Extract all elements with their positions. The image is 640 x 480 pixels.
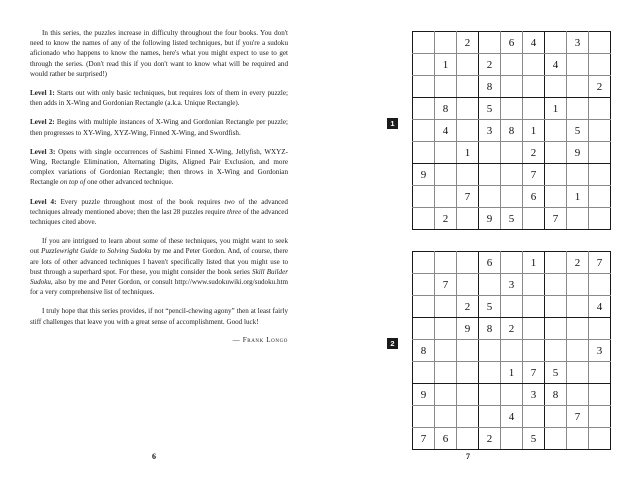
sudoku-row: [413, 252, 611, 274]
sudoku-cell-r6-c8[interactable]: 9: [567, 142, 589, 164]
sudoku-cell-r3-c3[interactable]: [457, 76, 479, 98]
sudoku-cell-r8-c1[interactable]: [413, 406, 435, 428]
sudoku-cell-r1-c3[interactable]: [457, 252, 479, 274]
sudoku-cell-r6-c8[interactable]: [567, 362, 589, 384]
sudoku-cell-r7-c4[interactable]: [479, 164, 501, 186]
sudoku-cell-r5-c4[interactable]: 3: [479, 120, 501, 142]
sudoku-cell-r3-c4[interactable]: 5: [479, 296, 501, 318]
sudoku-cell-r7-c8[interactable]: [567, 384, 589, 406]
author-signature: — Frank Longo: [232, 335, 288, 344]
italic-text: three: [227, 207, 242, 216]
sudoku-cell-r5-c7[interactable]: [545, 120, 567, 142]
sudoku-row: [413, 186, 611, 208]
sudoku-cell-r6-c1[interactable]: [413, 362, 435, 384]
sudoku-cell-r9-c2[interactable]: 2: [435, 208, 457, 230]
sudoku-cell-r5-c1[interactable]: 8: [413, 340, 435, 362]
sudoku-cell-r4-c4[interactable]: 5: [479, 98, 501, 120]
sudoku-cell-r6-c3[interactable]: 1: [457, 142, 479, 164]
sudoku-row: [413, 120, 611, 142]
sudoku-cell-r5-c9[interactable]: 3: [589, 340, 611, 362]
sudoku-cell-r5-c5[interactable]: 8: [501, 120, 523, 142]
level-description-4: Level 4: Every puzzle throughout most of the book requires two of the advanced techniques already mentioned above; then the last 28 puzzles require three of the advanced techniques cited above.: [30, 197, 288, 227]
sudoku-cell-r6-c3[interactable]: [457, 362, 479, 384]
sudoku-cell-r8-c5[interactable]: 4: [501, 406, 523, 428]
sudoku-row: [413, 164, 611, 186]
sudoku-cell-r4-c1[interactable]: [413, 318, 435, 340]
sudoku-cell-r4-c4[interactable]: 8: [479, 318, 501, 340]
sudoku-cell-r7-c9[interactable]: [589, 164, 611, 186]
sudoku-cell-r1-c8[interactable]: 3: [567, 32, 589, 54]
level-label-3: Level 3:: [30, 147, 56, 156]
sudoku-cell-r2-c1[interactable]: [413, 54, 435, 76]
sudoku-cell-r6-c7[interactable]: 5: [545, 362, 567, 384]
sudoku-cell-r8-c8[interactable]: 7: [567, 406, 589, 428]
sudoku-row: [413, 142, 611, 164]
sudoku-cell-r9-c9[interactable]: [589, 428, 611, 450]
sudoku-cell-r5-c8[interactable]: [567, 340, 589, 362]
sudoku-cell-r4-c8[interactable]: [567, 98, 589, 120]
sudoku-cell-r2-c6[interactable]: [523, 54, 545, 76]
sudoku-cell-r5-c4[interactable]: [479, 340, 501, 362]
sudoku-cell-r4-c5[interactable]: 2: [501, 318, 523, 340]
sudoku-cell-r4-c7[interactable]: [545, 318, 567, 340]
sudoku-cell-r8-c7[interactable]: [545, 406, 567, 428]
sudoku-cell-r3-c7[interactable]: [545, 296, 567, 318]
sudoku-cell-r4-c3[interactable]: [457, 98, 479, 120]
sudoku-cell-r8-c3[interactable]: [457, 406, 479, 428]
paragraph-resources: If you are intrigued to learn about some of these techniques, you might want to seek out Puzzlewright Guide to Solving Sudoku by me and Peter Gordon. And, of course, there are lots of other advanced techniques I haven't specifically listed that you might use to bust through a superhard spot. For these, you might consider the book series Skill Builder Sudoku, also by me and Peter Gordon, or consult http://www.sudokuwiki.org/sudoku.htm for a very comprehensive list of techniques.: [30, 237, 288, 297]
sudoku-cell-r4-c3[interactable]: 9: [457, 318, 479, 340]
sudoku-cell-r4-c7[interactable]: 1: [545, 98, 567, 120]
puzzle-2-number: 2: [387, 338, 398, 349]
sudoku-cell-r5-c6[interactable]: [523, 340, 545, 362]
sudoku-cell-r3-c6[interactable]: [523, 76, 545, 98]
sudoku-cell-r2-c3[interactable]: [457, 54, 479, 76]
sudoku-cell-r9-c8[interactable]: [567, 428, 589, 450]
sudoku-cell-r2-c5[interactable]: [501, 54, 523, 76]
sudoku-cell-r1-c6[interactable]: 4: [523, 32, 545, 54]
sudoku-cell-r9-c7[interactable]: 7: [545, 208, 567, 230]
sudoku-cell-r7-c2[interactable]: [435, 164, 457, 186]
italic-text: lots: [204, 89, 215, 98]
sudoku-cell-r1-c5[interactable]: [501, 252, 523, 274]
sudoku-cell-r9-c4[interactable]: 2: [479, 428, 501, 450]
sudoku-cell-r2-c8[interactable]: [567, 54, 589, 76]
sudoku-row: [413, 318, 611, 340]
sudoku-cell-r7-c8[interactable]: [567, 164, 589, 186]
sudoku-cell-r3-c3[interactable]: 2: [457, 296, 479, 318]
sudoku-cell-r5-c3[interactable]: [457, 120, 479, 142]
sudoku-row: [413, 340, 611, 362]
sudoku-cell-r8-c6[interactable]: [523, 406, 545, 428]
sudoku-cell-r6-c2[interactable]: [435, 142, 457, 164]
sudoku-cell-r4-c8[interactable]: [567, 318, 589, 340]
sudoku-cell-r9-c1[interactable]: 7: [413, 428, 435, 450]
sudoku-cell-r7-c6[interactable]: 3: [523, 384, 545, 406]
page-number-left: 6: [152, 452, 156, 461]
sudoku-cell-r7-c2[interactable]: [435, 384, 457, 406]
sudoku-cell-r1-c4[interactable]: [479, 32, 501, 54]
sudoku-row: [413, 406, 611, 428]
sudoku-cell-r1-c8[interactable]: 2: [567, 252, 589, 274]
sudoku-cell-r8-c8[interactable]: 1: [567, 186, 589, 208]
sudoku-cell-r9-c4[interactable]: 9: [479, 208, 501, 230]
sudoku-cell-r2-c8[interactable]: [567, 274, 589, 296]
sudoku-cell-r3-c6[interactable]: [523, 296, 545, 318]
sudoku-cell-r5-c7[interactable]: [545, 340, 567, 362]
level-description-3: Level 3: Opens with single occurrences of Sashimi Finned X-Wing, Jellyfish, WXYZ-Wing, Rectangle Elimination, Alternating Digits, Aligned Pair Exclusion, and more complex variations of Gordonian Rectangle; then throws in X-Wing and Gordonian Rectangle on top of one other advanced technique.: [30, 147, 288, 187]
italic-text: two: [224, 197, 235, 206]
italic-text: on top of: [60, 178, 86, 187]
sudoku-cell-r4-c9[interactable]: [589, 318, 611, 340]
body-text: [30, 28, 288, 327]
sudoku-cell-r7-c9[interactable]: [589, 384, 611, 406]
sudoku-cell-r1-c9[interactable]: [589, 32, 611, 54]
level-description-1: Level 1: Starts out with only basic techniques, but requires lots of them in every puzzle; then adds in X-Wing and Gordonian Rectangle (a.k.a. Unique Rectangle).: [30, 89, 288, 108]
sudoku-cell-r3-c8[interactable]: [567, 296, 589, 318]
sudoku-cell-r4-c5[interactable]: [501, 98, 523, 120]
sudoku-row: [413, 54, 611, 76]
sudoku-cell-r1-c6[interactable]: 1: [523, 252, 545, 274]
sudoku-cell-r3-c1[interactable]: [413, 296, 435, 318]
sudoku-cell-r8-c6[interactable]: 6: [523, 186, 545, 208]
puzzle-1-number: 1: [387, 118, 398, 129]
sudoku-cell-r9-c6[interactable]: [523, 208, 545, 230]
sudoku-cell-r9-c3[interactable]: [457, 428, 479, 450]
level-label-4: Level 4:: [30, 197, 57, 206]
sudoku-cell-r2-c4[interactable]: 2: [479, 54, 501, 76]
sudoku-cell-r8-c4[interactable]: [479, 406, 501, 428]
level-label-1: Level 1:: [30, 89, 55, 98]
sudoku-cell-r8-c9[interactable]: [589, 186, 611, 208]
sudoku-cell-r6-c6[interactable]: 2: [523, 142, 545, 164]
sudoku-cell-r8-c1[interactable]: [413, 186, 435, 208]
sudoku-cell-r4-c1[interactable]: [413, 98, 435, 120]
paragraph-farewell: I truly hope that this series provides, if not “pencil-chewing agony” then at least fairly stiff challenges that leave you with a great sense of accomplishment. Good luck!: [30, 307, 288, 326]
sudoku-cell-r5-c5[interactable]: [501, 340, 523, 362]
sudoku-cell-r2-c9[interactable]: [589, 274, 611, 296]
sudoku-cell-r7-c4[interactable]: [479, 384, 501, 406]
sudoku-cell-r2-c9[interactable]: [589, 54, 611, 76]
sudoku-cell-r2-c3[interactable]: [457, 274, 479, 296]
sudoku-cell-r2-c7[interactable]: [545, 274, 567, 296]
sudoku-row: [413, 428, 611, 450]
sudoku-cell-r7-c3[interactable]: [457, 384, 479, 406]
sudoku-cell-r3-c9[interactable]: 4: [589, 296, 611, 318]
sudoku-cell-r9-c5[interactable]: [501, 428, 523, 450]
sudoku-cell-r9-c5[interactable]: 5: [501, 208, 523, 230]
sudoku-cell-r3-c5[interactable]: [501, 296, 523, 318]
sudoku-cell-r1-c2[interactable]: [435, 32, 457, 54]
sudoku-cell-r1-c9[interactable]: 7: [589, 252, 611, 274]
sudoku-cell-r8-c7[interactable]: [545, 186, 567, 208]
sudoku-row: [413, 98, 611, 120]
sudoku-cell-r5-c1[interactable]: [413, 120, 435, 142]
sudoku-cell-r6-c4[interactable]: [479, 362, 501, 384]
sudoku-cell-r9-c8[interactable]: [567, 208, 589, 230]
sudoku-cell-r1-c1[interactable]: [413, 252, 435, 274]
sudoku-cell-r2-c1[interactable]: [413, 274, 435, 296]
sudoku-cell-r8-c9[interactable]: [589, 406, 611, 428]
sudoku-cell-r1-c3[interactable]: 2: [457, 32, 479, 54]
sudoku-cell-r1-c7[interactable]: [545, 32, 567, 54]
sudoku-cell-r6-c1[interactable]: [413, 142, 435, 164]
sudoku-cell-r2-c5[interactable]: 3: [501, 274, 523, 296]
sudoku-cell-r4-c9[interactable]: [589, 98, 611, 120]
sudoku-cell-r8-c3[interactable]: 7: [457, 186, 479, 208]
sudoku-cell-r8-c5[interactable]: [501, 186, 523, 208]
sudoku-grid-2[interactable]: [412, 251, 611, 450]
sudoku-cell-r5-c2[interactable]: [435, 340, 457, 362]
sudoku-cell-r2-c2[interactable]: 1: [435, 54, 457, 76]
sudoku-cell-r6-c4[interactable]: [479, 142, 501, 164]
sudoku-cell-r9-c6[interactable]: 5: [523, 428, 545, 450]
sudoku-cell-r7-c3[interactable]: [457, 164, 479, 186]
sudoku-row: [413, 32, 611, 54]
sudoku-grid-1[interactable]: [412, 31, 611, 230]
sudoku-cell-r6-c7[interactable]: [545, 142, 567, 164]
sudoku-cell-r8-c2[interactable]: [435, 406, 457, 428]
sudoku-cell-r9-c9[interactable]: [589, 208, 611, 230]
sudoku-cell-r7-c7[interactable]: 8: [545, 384, 567, 406]
sudoku-cell-r2-c6[interactable]: [523, 274, 545, 296]
italic-text: Puzzlewright Guide to Solving Sudoku: [41, 247, 152, 256]
sudoku-cell-r3-c9[interactable]: 2: [589, 76, 611, 98]
paragraph-intro: In this series, the puzzles increase in difficulty throughout the four books. You don't need to know the names of any of the following listed techniques, but if you're a sudoku aficionado who happens to know the names, here's what you might expect to use to get through the series. (Don't read this if you don't want to know what will be required and would rather be surprised!): [30, 29, 288, 78]
sudoku-row: [413, 76, 611, 98]
sudoku-cell-r3-c4[interactable]: 8: [479, 76, 501, 98]
sudoku-cell-r6-c9[interactable]: [589, 362, 611, 384]
sudoku-cell-r9-c2[interactable]: 6: [435, 428, 457, 450]
sudoku-cell-r3-c5[interactable]: [501, 76, 523, 98]
sudoku-cell-r5-c9[interactable]: [589, 120, 611, 142]
sudoku-cell-r2-c2[interactable]: 7: [435, 274, 457, 296]
sudoku-cell-r3-c1[interactable]: [413, 76, 435, 98]
sudoku-cell-r7-c1[interactable]: 9: [413, 384, 435, 406]
sudoku-cell-r4-c2[interactable]: 8: [435, 98, 457, 120]
sudoku-cell-r8-c2[interactable]: [435, 186, 457, 208]
sudoku-cell-r3-c7[interactable]: [545, 76, 567, 98]
sudoku-cell-r5-c6[interactable]: 1: [523, 120, 545, 142]
sudoku-cell-r5-c3[interactable]: [457, 340, 479, 362]
page-number-right: 7: [466, 452, 470, 461]
sudoku-cell-r1-c1[interactable]: [413, 32, 435, 54]
sudoku-cell-r7-c1[interactable]: 9: [413, 164, 435, 186]
sudoku-cell-r3-c2[interactable]: [435, 76, 457, 98]
sudoku-cell-r6-c2[interactable]: [435, 362, 457, 384]
sudoku-row: [413, 208, 611, 230]
sudoku-cell-r5-c2[interactable]: 4: [435, 120, 457, 142]
sudoku-cell-r7-c5[interactable]: [501, 384, 523, 406]
level-description-2: Level 2: Begins with multiple instances of X-Wing and Gordonian Rectangle per puzzle; then progresses to XY-Wing, XYZ-Wing, Finned X-Wing, and Swordfish.: [30, 118, 288, 137]
level-label-2: Level 2:: [30, 118, 55, 127]
italic-text: Skill Builder Sudoku: [30, 267, 288, 287]
sudoku-cell-r4-c6[interactable]: [523, 98, 545, 120]
sudoku-cell-r7-c5[interactable]: [501, 164, 523, 186]
sudoku-cell-r9-c1[interactable]: [413, 208, 435, 230]
sudoku-cell-r7-c6[interactable]: 7: [523, 164, 545, 186]
sudoku-cell-r1-c4[interactable]: 6: [479, 252, 501, 274]
sudoku-row: [413, 384, 611, 406]
sudoku-cell-r4-c2[interactable]: [435, 318, 457, 340]
sudoku-row: [413, 296, 611, 318]
sudoku-cell-r7-c7[interactable]: [545, 164, 567, 186]
puzzle-2-container: [390, 251, 611, 450]
sudoku-cell-r6-c9[interactable]: [589, 142, 611, 164]
sudoku-cell-r3-c2[interactable]: [435, 296, 457, 318]
left-page-text-column: [30, 28, 288, 344]
sudoku-cell-r9-c3[interactable]: [457, 208, 479, 230]
sudoku-row: [413, 274, 611, 296]
sudoku-cell-r1-c2[interactable]: [435, 252, 457, 274]
sudoku-cell-r2-c7[interactable]: 4: [545, 54, 567, 76]
sudoku-cell-r1-c7[interactable]: [545, 252, 567, 274]
sudoku-cell-r2-c4[interactable]: [479, 274, 501, 296]
sudoku-cell-r1-c5[interactable]: 6: [501, 32, 523, 54]
sudoku-cell-r4-c6[interactable]: [523, 318, 545, 340]
sudoku-cell-r9-c7[interactable]: [545, 428, 567, 450]
sudoku-cell-r3-c8[interactable]: [567, 76, 589, 98]
sudoku-cell-r6-c6[interactable]: 7: [523, 362, 545, 384]
sudoku-cell-r8-c4[interactable]: [479, 186, 501, 208]
sudoku-cell-r6-c5[interactable]: [501, 142, 523, 164]
sudoku-row: [413, 362, 611, 384]
sudoku-cell-r5-c8[interactable]: 5: [567, 120, 589, 142]
sudoku-cell-r6-c5[interactable]: 1: [501, 362, 523, 384]
puzzle-1-container: [390, 31, 611, 230]
